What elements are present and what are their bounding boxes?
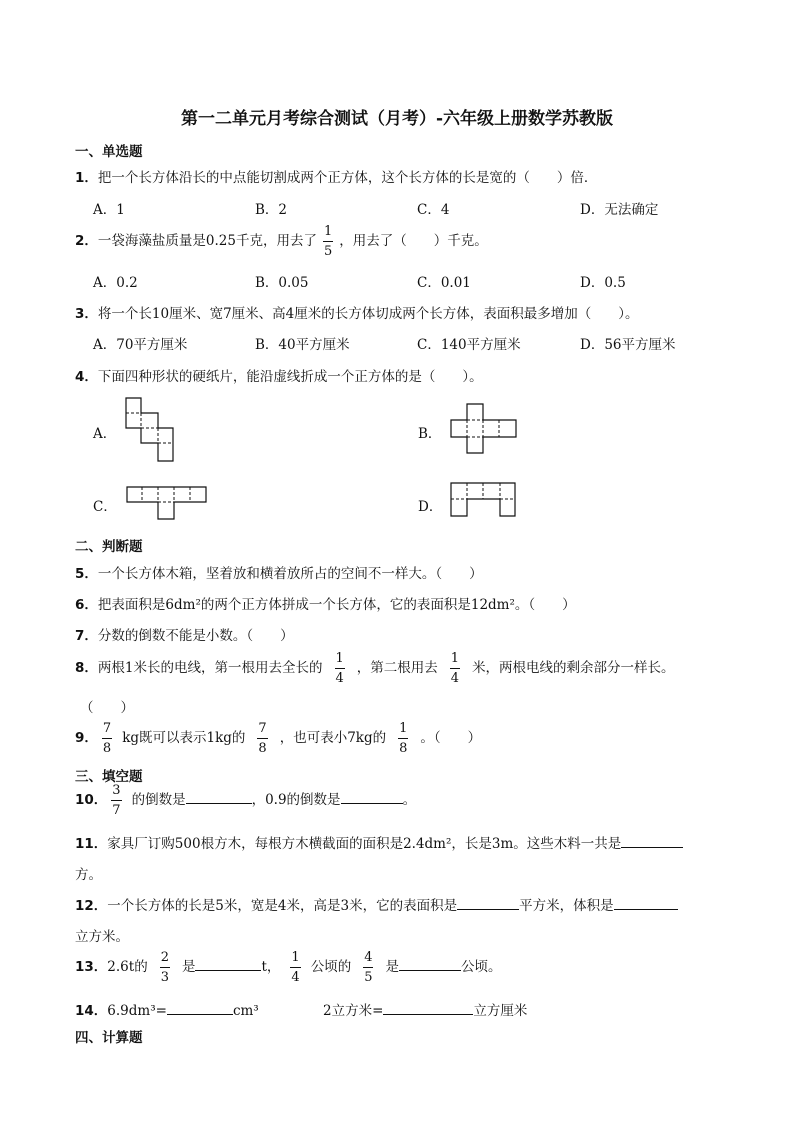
numerator: 1 — [290, 951, 300, 968]
question-10 — [75, 784, 416, 817]
question-text: 米，两根电线的剩余部分一样长。 — [472, 660, 675, 676]
fraction — [102, 722, 112, 755]
question-text: 分数的倒数不能是小数。（ ） — [97, 628, 294, 644]
q12-text-wrap: 立方米。 — [75, 929, 129, 945]
fraction — [111, 784, 121, 817]
q8-answer-paren[interactable]: （ ） — [80, 700, 134, 716]
q1-option-b[interactable]: B．2 — [255, 202, 288, 218]
fraction — [335, 652, 345, 685]
denominator: 4 — [335, 671, 344, 686]
fraction — [290, 951, 300, 984]
question-text: 平方米，体积是 — [519, 898, 614, 914]
page-title: 第一二单元月考综合测试（月考）-六年级上册数学苏教版 — [180, 109, 614, 129]
answer-blank[interactable] — [383, 1000, 473, 1015]
question-number: 6． — [75, 597, 98, 613]
question-6 — [75, 593, 576, 613]
section-heading-single-choice: 一、单选题 — [75, 144, 143, 160]
question-text: 2立方米= — [323, 1003, 384, 1019]
question-text: 把一个长方体沿长的中点能切割成两个正方体，这个长方体的长是宽的（ ）倍． — [97, 170, 598, 186]
q2-option-d[interactable]: D．0.5 — [580, 275, 626, 291]
numerator: 1 — [335, 652, 345, 669]
question-7 — [75, 624, 294, 644]
q1-option-a[interactable]: A．1 — [93, 202, 125, 218]
question-number: 4． — [75, 369, 98, 385]
question-text: ，第二根用去 — [356, 660, 438, 676]
question-number: 5． — [75, 566, 98, 582]
cube-net-a-figure — [124, 397, 176, 463]
question-14-part-2 — [323, 999, 527, 1019]
question-3 — [75, 302, 639, 322]
numerator: 1 — [323, 225, 333, 242]
question-number: 8． — [75, 660, 98, 676]
question-text: 家具厂订购500根方木，每根方木横截面的面积是2.4dm²，长是3m。这些木料一共是 — [107, 836, 622, 852]
question-text: 将一个长10厘米、宽7厘米、高4厘米的长方体切成两个长方体，表面积最多增加（ ）。 — [97, 306, 639, 322]
question-text: 是 — [385, 959, 399, 975]
numerator: 7 — [257, 722, 267, 739]
question-text: 2.6t的 — [107, 959, 148, 975]
question-text: ，用去了（ ）千克。 — [339, 233, 488, 249]
numerator: 2 — [160, 951, 170, 968]
question-text: 下面四种形状的硬纸片，能沿虚线折成一个正方体的是（ ）。 — [97, 369, 483, 385]
question-number: 12． — [75, 898, 108, 914]
answer-blank[interactable] — [186, 789, 252, 804]
answer-blank[interactable] — [399, 956, 461, 971]
q3-option-a[interactable]: A．70平方厘米 — [93, 337, 188, 353]
section-heading-true-false: 二、判断题 — [75, 539, 143, 555]
question-12 — [75, 894, 678, 914]
question-text: 立方厘米 — [473, 1003, 528, 1019]
q2-option-c[interactable]: C．0.01 — [417, 275, 471, 291]
question-number: 13． — [75, 959, 108, 975]
denominator: 4 — [450, 671, 460, 686]
denominator: 8 — [102, 741, 112, 756]
numerator: 7 — [102, 722, 112, 739]
question-number: 3． — [75, 306, 98, 322]
answer-blank[interactable] — [341, 789, 403, 804]
denominator: 5 — [323, 244, 333, 259]
question-text: cm³ — [232, 1003, 259, 1019]
q1-option-c[interactable]: C．4 — [417, 202, 450, 218]
question-text: 的倒数是 — [131, 792, 186, 808]
denominator: 8 — [399, 741, 408, 756]
denominator: 4 — [291, 970, 300, 985]
fraction — [398, 722, 408, 755]
section-heading-calculation: 四、计算题 — [75, 1030, 143, 1046]
q1-option-d[interactable]: D．无法确定 — [580, 202, 659, 218]
cube-net-b-figure — [450, 403, 518, 455]
cube-net-c-figure — [126, 485, 208, 521]
question-number: 9． — [75, 730, 98, 746]
denominator: 5 — [364, 970, 373, 985]
denominator: 7 — [112, 803, 121, 818]
q4-option-a[interactable]: A． — [93, 426, 117, 442]
question-number: 14． — [75, 1003, 108, 1019]
fraction — [257, 722, 267, 755]
answer-blank[interactable] — [457, 895, 519, 910]
q11-text-wrap: 方。 — [75, 867, 102, 883]
question-text: 。 — [402, 792, 417, 808]
q3-option-c[interactable]: C．140平方厘米 — [417, 337, 521, 353]
question-text: 一个长方体木箱，坚着放和横着放所占的空间不一样大。（ ） — [97, 566, 483, 582]
question-number: 10． — [75, 792, 108, 808]
section-heading-fill-in: 三、填空题 — [75, 769, 143, 785]
numerator: 4 — [363, 951, 373, 968]
question-8 — [75, 652, 675, 685]
q3-option-d[interactable]: D．56平方厘米 — [580, 337, 676, 353]
question-text: ，0.9的倒数是 — [251, 792, 341, 808]
question-text: 6.9dm³= — [107, 1003, 167, 1019]
q4-option-c[interactable]: C． — [93, 499, 117, 515]
q4-option-b[interactable]: B． — [418, 426, 442, 442]
question-text: kg既可以表示1kg的 — [122, 730, 246, 746]
q2-option-a[interactable]: A．0.2 — [93, 275, 138, 291]
question-text: 一袋海藻盐质量是0.25千克，用去了 — [97, 233, 317, 249]
question-13 — [75, 951, 501, 984]
question-number: 2． — [75, 233, 98, 249]
numerator: 1 — [398, 722, 408, 739]
fraction — [160, 951, 170, 984]
question-5 — [75, 562, 483, 582]
answer-blank[interactable] — [195, 956, 261, 971]
answer-blank[interactable] — [614, 895, 678, 910]
q2-option-b[interactable]: B．0.05 — [255, 275, 309, 291]
question-2 — [75, 225, 488, 258]
question-number: 11． — [75, 836, 108, 852]
question-text: 公顷的 — [310, 959, 352, 975]
fraction — [323, 225, 333, 258]
denominator: 8 — [258, 741, 267, 756]
fraction — [450, 652, 460, 685]
question-text: 公顷。 — [460, 959, 502, 975]
question-1 — [75, 166, 597, 186]
q3-option-b[interactable]: B．40平方厘米 — [255, 337, 350, 353]
cube-net-d-figure — [450, 482, 518, 518]
question-11 — [75, 832, 683, 852]
question-text: t， — [261, 959, 281, 975]
question-text: 两根1米长的电线，第一根用去全长的 — [97, 660, 323, 676]
question-text: 。（ ） — [420, 730, 482, 746]
question-number: 7． — [75, 628, 98, 644]
question-number: 1． — [75, 170, 98, 186]
question-text: ，也可表小7kg的 — [279, 730, 387, 746]
answer-blank[interactable] — [621, 833, 683, 848]
denominator: 3 — [160, 970, 169, 985]
numerator: 3 — [111, 784, 121, 801]
question-9 — [75, 722, 481, 755]
question-14 — [75, 999, 259, 1019]
question-text: 一个长方体的长是5米，宽是4米，高是3米，它的表面积是 — [107, 898, 458, 914]
q4-option-d[interactable]: D． — [418, 499, 443, 515]
question-4 — [75, 365, 483, 385]
numerator: 1 — [450, 652, 460, 669]
question-text: 是 — [181, 959, 196, 975]
question-text: 把表面积是6dm²的两个正方体拼成一个长方体，它的表面积是12dm²。（ ） — [97, 597, 576, 613]
answer-blank[interactable] — [167, 1000, 233, 1015]
fraction — [363, 951, 373, 984]
